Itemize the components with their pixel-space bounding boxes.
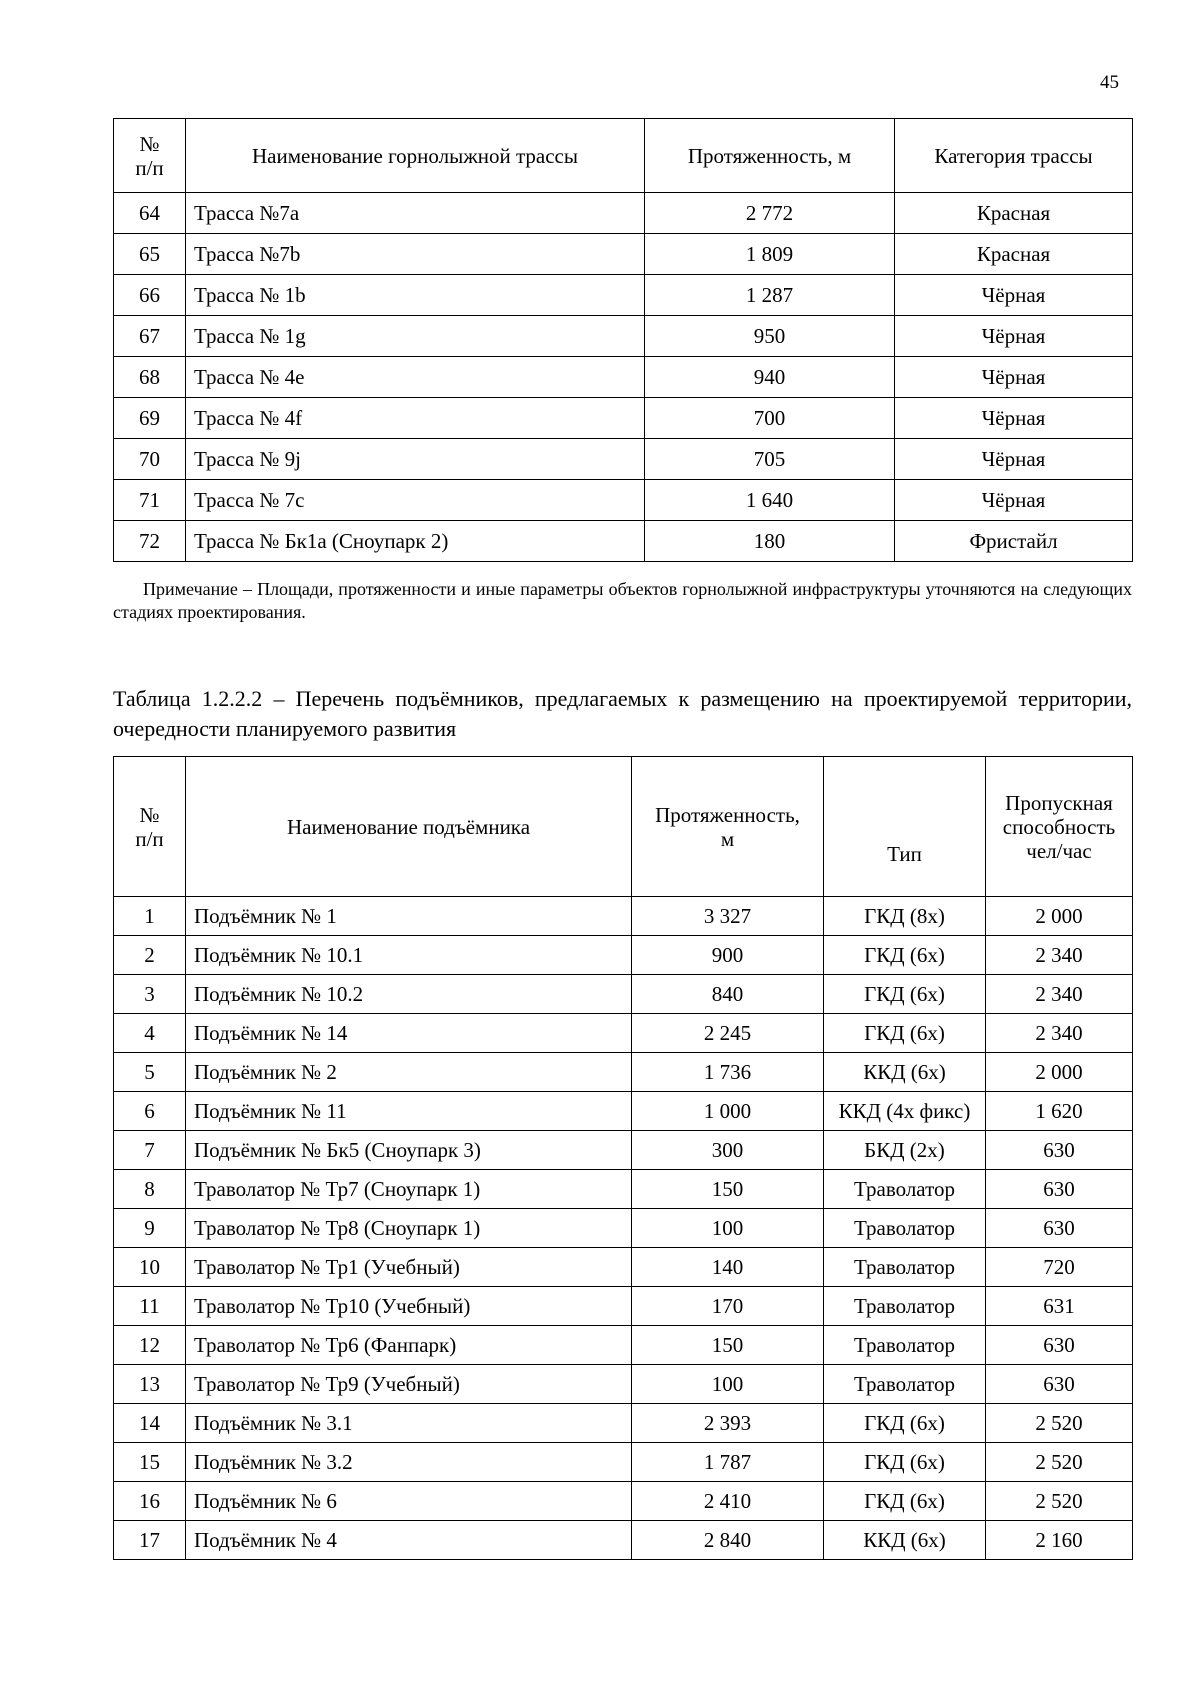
lifts_table-cell-name: Траволатор № Тр10 (Учебный)	[186, 1287, 632, 1326]
routes_table-cell-category: Чёрная	[895, 398, 1133, 439]
lifts-header-row	[114, 757, 1133, 897]
table-row	[114, 357, 1133, 398]
lifts_table-cell-name: Подъёмник № 3.1	[186, 1404, 632, 1443]
lifts_table-cell-num: 7	[114, 1131, 186, 1170]
lifts_table-cell-length: 3 327	[632, 897, 824, 936]
lifts_table-cell-name: Подъёмник № Бк5 (Сноупарк 3)	[186, 1131, 632, 1170]
lifts_table-cell-length: 840	[632, 975, 824, 1014]
table-row	[114, 480, 1133, 521]
routes_table-cell-category: Красная	[895, 234, 1133, 275]
table-row	[114, 1209, 1133, 1248]
table-row	[114, 1287, 1133, 1326]
lifts_table-cell-capacity: 2 520	[986, 1443, 1133, 1482]
lifts_table-cell-num: 12	[114, 1326, 186, 1365]
lifts_table-cell-name: Подъёмник № 14	[186, 1014, 632, 1053]
lifts_table-cell-num: 17	[114, 1521, 186, 1560]
lifts_table-cell-length: 170	[632, 1287, 824, 1326]
lifts_table-cell-capacity: 630	[986, 1209, 1133, 1248]
lifts_table-cell-type: Траволатор	[824, 1365, 986, 1404]
lifts-table-caption: Таблица 1.2.2.2 – Перечень подъёмников, предлагаемых к размещению на проектируемой территории, очередности планируемого развития	[113, 686, 1132, 741]
lifts_table-cell-capacity: 630	[986, 1170, 1133, 1209]
lifts_table-cell-name: Траволатор № Тр6 (Фанпарк)	[186, 1326, 632, 1365]
lifts_table-cell-num: 3	[114, 975, 186, 1014]
table-note-text: Примечание – Площади, протяженности и иные параметры объектов горнолыжной инфраструктуры уточняются на следующих стадиях проектирования.	[113, 579, 1132, 622]
routes_table-cell-length: 705	[645, 439, 895, 480]
lifts_table-cell-length: 1 000	[632, 1092, 824, 1131]
ski-routes-table	[113, 118, 1133, 562]
lifts_table-cell-capacity: 2 000	[986, 1053, 1133, 1092]
routes_table-cell-category: Чёрная	[895, 275, 1133, 316]
routes-header-num: № п/п	[114, 119, 186, 193]
routes_table-cell-name: Трасса № 9j	[186, 439, 645, 480]
routes_table-cell-length: 940	[645, 357, 895, 398]
lifts_table-cell-length: 900	[632, 936, 824, 975]
table-row	[114, 1053, 1133, 1092]
table-row	[114, 275, 1133, 316]
table-row	[114, 439, 1133, 480]
lifts_table-cell-num: 10	[114, 1248, 186, 1287]
lifts_table-cell-capacity: 631	[986, 1287, 1133, 1326]
lifts_table-cell-capacity: 2 520	[986, 1404, 1133, 1443]
lifts_table-cell-name: Подъёмник № 11	[186, 1092, 632, 1131]
routes_table-cell-num: 66	[114, 275, 186, 316]
routes_table-cell-length: 1 640	[645, 480, 895, 521]
routes_table-cell-num: 64	[114, 193, 186, 234]
lifts_table-cell-type: Траволатор	[824, 1170, 986, 1209]
table-row	[114, 1404, 1133, 1443]
routes-header-length: Протяженность, м	[645, 119, 895, 193]
lifts_table-cell-name: Подъёмник № 4	[186, 1521, 632, 1560]
routes_table-cell-num: 65	[114, 234, 186, 275]
table-row	[114, 1131, 1133, 1170]
lifts_table-cell-num: 2	[114, 936, 186, 975]
lifts_table-cell-capacity: 630	[986, 1131, 1133, 1170]
lifts_table-cell-length: 2 245	[632, 1014, 824, 1053]
lifts_table-cell-capacity: 2 000	[986, 897, 1133, 936]
lifts_table-cell-capacity: 2 520	[986, 1482, 1133, 1521]
table-row	[114, 234, 1133, 275]
lifts-header-capacity: Пропускная способность чел/час	[986, 757, 1133, 897]
lifts_table-cell-name: Траволатор № Тр7 (Сноупарк 1)	[186, 1170, 632, 1209]
routes_table-cell-category: Чёрная	[895, 439, 1133, 480]
lifts_table-cell-num: 1	[114, 897, 186, 936]
routes_table-cell-name: Трасса № 1g	[186, 316, 645, 357]
routes_table-cell-length: 700	[645, 398, 895, 439]
lifts_table-cell-name: Траволатор № Тр1 (Учебный)	[186, 1248, 632, 1287]
lifts_table-cell-name: Подъёмник № 3.2	[186, 1443, 632, 1482]
lifts_table-cell-type: Траволатор	[824, 1209, 986, 1248]
lifts_table-cell-name: Подъёмник № 6	[186, 1482, 632, 1521]
lifts_table-cell-type: ГКД (6х)	[824, 936, 986, 975]
table-row	[114, 897, 1133, 936]
routes-header-category: Категория трассы	[895, 119, 1133, 193]
table-row	[114, 1248, 1133, 1287]
lifts_table-cell-name: Подъёмник № 2	[186, 1053, 632, 1092]
lifts_table-cell-length: 140	[632, 1248, 824, 1287]
lifts-table	[113, 756, 1133, 1560]
lifts_table-cell-length: 2 840	[632, 1521, 824, 1560]
routes_table-cell-category: Чёрная	[895, 316, 1133, 357]
lifts_table-cell-name: Траволатор № Тр8 (Сноупарк 1)	[186, 1209, 632, 1248]
lifts-header-num: № п/п	[114, 757, 186, 897]
table-row	[114, 316, 1133, 357]
routes_table-cell-name: Трасса № 1b	[186, 275, 645, 316]
lifts_table-cell-type: ККД (6х)	[824, 1053, 986, 1092]
lifts_table-cell-type: Траволатор	[824, 1287, 986, 1326]
lifts_table-cell-length: 150	[632, 1170, 824, 1209]
routes_table-cell-name: Трасса № Бк1а (Сноупарк 2)	[186, 521, 645, 562]
routes_table-cell-name: Трасса № 4e	[186, 357, 645, 398]
lifts_table-cell-name: Траволатор № Тр9 (Учебный)	[186, 1365, 632, 1404]
lifts_table-cell-type: ГКД (8х)	[824, 897, 986, 936]
table-row	[114, 1443, 1133, 1482]
table-row	[114, 1326, 1133, 1365]
routes_table-cell-num: 67	[114, 316, 186, 357]
routes_table-cell-category: Красная	[895, 193, 1133, 234]
routes_table-cell-length: 2 772	[645, 193, 895, 234]
lifts_table-cell-num: 14	[114, 1404, 186, 1443]
lifts_table-cell-capacity: 630	[986, 1365, 1133, 1404]
lifts-header-type: Тип	[824, 757, 986, 897]
lifts_table-cell-capacity: 2 160	[986, 1521, 1133, 1560]
lifts_table-cell-name: Подъёмник № 1	[186, 897, 632, 936]
lifts_table-cell-length: 2 410	[632, 1482, 824, 1521]
table-row	[114, 1482, 1133, 1521]
lifts_table-cell-length: 1 787	[632, 1443, 824, 1482]
table-row	[114, 936, 1133, 975]
lifts_table-cell-length: 1 736	[632, 1053, 824, 1092]
routes_table-cell-category: Чёрная	[895, 357, 1133, 398]
lifts_table-cell-type: ГКД (6х)	[824, 1443, 986, 1482]
routes_table-cell-name: Трасса № 4f	[186, 398, 645, 439]
lifts_table-cell-type: ГКД (6х)	[824, 1404, 986, 1443]
table-row	[114, 1014, 1133, 1053]
lifts_table-cell-capacity: 720	[986, 1248, 1133, 1287]
routes-header-name: Наименование горнолыжной трассы	[186, 119, 645, 193]
lifts_table-cell-type: Траволатор	[824, 1326, 986, 1365]
table-row	[114, 521, 1133, 562]
lifts_table-cell-type: БКД (2х)	[824, 1131, 986, 1170]
table-note	[113, 578, 1132, 624]
lifts_table-cell-num: 11	[114, 1287, 186, 1326]
lifts_table-cell-num: 8	[114, 1170, 186, 1209]
lifts-header-length: Протяженность, м	[632, 757, 824, 897]
routes_table-cell-length: 180	[645, 521, 895, 562]
routes-header-row	[114, 119, 1133, 193]
routes_table-cell-category: Чёрная	[895, 480, 1133, 521]
routes_table-cell-name: Трасса № 7c	[186, 480, 645, 521]
routes_table-cell-length: 950	[645, 316, 895, 357]
routes_table-cell-name: Трасса №7b	[186, 234, 645, 275]
lifts_table-cell-length: 300	[632, 1131, 824, 1170]
routes_table-cell-length: 1 287	[645, 275, 895, 316]
lifts_table-cell-length: 100	[632, 1365, 824, 1404]
lifts_table-cell-type: Траволатор	[824, 1248, 986, 1287]
lifts_table-cell-type: ГКД (6х)	[824, 1014, 986, 1053]
lifts_table-cell-length: 150	[632, 1326, 824, 1365]
lifts_table-cell-type: ГКД (6х)	[824, 1482, 986, 1521]
lifts_table-cell-num: 9	[114, 1209, 186, 1248]
lifts_table-cell-num: 4	[114, 1014, 186, 1053]
lifts_table-cell-name: Подъёмник № 10.1	[186, 936, 632, 975]
lifts_table-cell-num: 15	[114, 1443, 186, 1482]
lifts_table-cell-capacity: 2 340	[986, 1014, 1133, 1053]
lifts_table-cell-capacity: 630	[986, 1326, 1133, 1365]
lifts_table-cell-length: 2 393	[632, 1404, 824, 1443]
lifts_table-cell-capacity: 2 340	[986, 975, 1133, 1014]
table-row	[114, 1092, 1133, 1131]
lifts_table-cell-type: ККД (4х фикс)	[824, 1092, 986, 1131]
routes_table-cell-num: 69	[114, 398, 186, 439]
table-row	[114, 1170, 1133, 1209]
lifts_table-cell-num: 13	[114, 1365, 186, 1404]
table-row	[114, 1521, 1133, 1560]
page-number: 45	[1100, 72, 1119, 93]
lifts_table-cell-name: Подъёмник № 10.2	[186, 975, 632, 1014]
lifts-header-name: Наименование подъёмника	[186, 757, 632, 897]
lifts_table-cell-num: 6	[114, 1092, 186, 1131]
routes_table-cell-num: 71	[114, 480, 186, 521]
routes_table-cell-name: Трасса №7а	[186, 193, 645, 234]
routes_table-cell-num: 70	[114, 439, 186, 480]
lifts_table-cell-num: 5	[114, 1053, 186, 1092]
routes_table-cell-num: 68	[114, 357, 186, 398]
table-row	[114, 975, 1133, 1014]
routes_table-cell-length: 1 809	[645, 234, 895, 275]
lifts_table-cell-type: ККД (6х)	[824, 1521, 986, 1560]
lifts_table-cell-capacity: 2 340	[986, 936, 1133, 975]
table-row	[114, 193, 1133, 234]
table-row	[114, 398, 1133, 439]
lifts_table-cell-num: 16	[114, 1482, 186, 1521]
routes_table-cell-num: 72	[114, 521, 186, 562]
lifts_table-cell-length: 100	[632, 1209, 824, 1248]
lifts_table-cell-capacity: 1 620	[986, 1092, 1133, 1131]
table-row	[114, 1365, 1133, 1404]
routes_table-cell-category: Фристайл	[895, 521, 1133, 562]
lifts_table-cell-type: ГКД (6х)	[824, 975, 986, 1014]
